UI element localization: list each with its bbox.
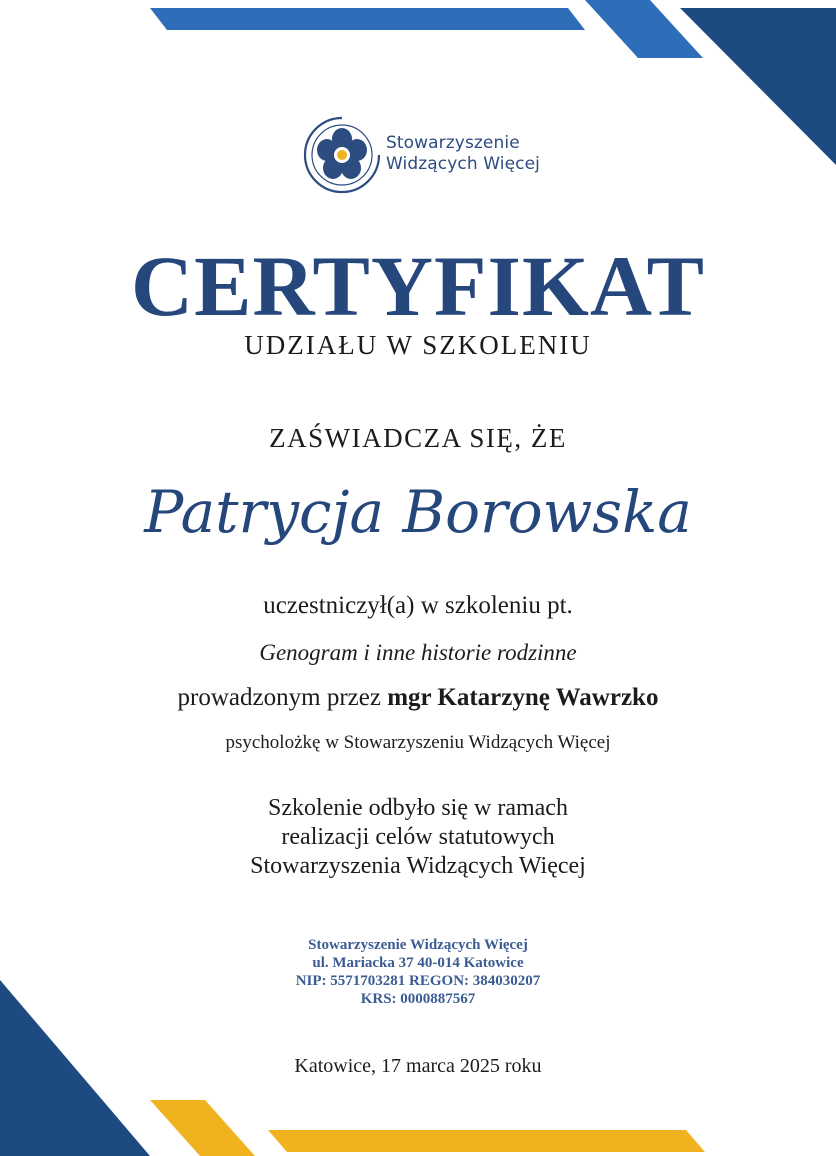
organization-address: ul. Mariacka 37 40-014 Katowice [312, 955, 524, 971]
logo-line-2: Widzących Więcej [386, 154, 540, 174]
certificate-title: CERTYFIKAT [131, 238, 705, 334]
frame-line-1: Szkolenie odbyło się w ramach [268, 795, 568, 821]
trainer-name: mgr Katarzynę Wawrzko [387, 684, 659, 711]
organization-krs: KRS: 0000887567 [360, 991, 476, 1007]
certificate-subtitle: UDZIAŁU W SZKOLENIU [244, 330, 592, 360]
bottom-stripe-yellow-right [268, 1130, 705, 1152]
organization-details [0, 936, 836, 1008]
forget-me-not-flower-icon [302, 115, 382, 195]
top-corner-triangle [680, 8, 836, 165]
frame-line-3: Stowarzyszenia Widzących Więcej [250, 853, 586, 879]
top-stripe-left [150, 8, 585, 30]
organization-name: Stowarzyszenie Widzących Więcej [308, 937, 528, 953]
frame-line-2: realizacji celów statutowych [281, 824, 555, 850]
logo-line-1: Stowarzyszenie [386, 133, 520, 153]
trainer-line [0, 684, 836, 712]
trainer-role: psycholożkę w Stowarzyszeniu Widzących Więcej [225, 732, 611, 753]
participation-text: uczestniczył(a) w szkoleniu pt. [263, 592, 573, 619]
bottom-stripe-yellow-left [150, 1100, 255, 1156]
logo-wordmark [386, 133, 540, 175]
led-by-prefix: prowadzonym przez [177, 684, 388, 711]
training-frame-text [0, 794, 836, 881]
recipient-name: Patrycja Borowska [144, 478, 692, 546]
attestation-text: ZAŚWIADCZA SIĘ, ŻE [269, 423, 567, 453]
organization-ids: NIP: 5571703281 REGON: 384030207 [295, 973, 541, 989]
organization-logo [302, 115, 572, 195]
course-title: Genogram i inne historie rodzinne [259, 640, 577, 665]
issue-date: Katowice, 17 marca 2025 roku [294, 1055, 542, 1077]
